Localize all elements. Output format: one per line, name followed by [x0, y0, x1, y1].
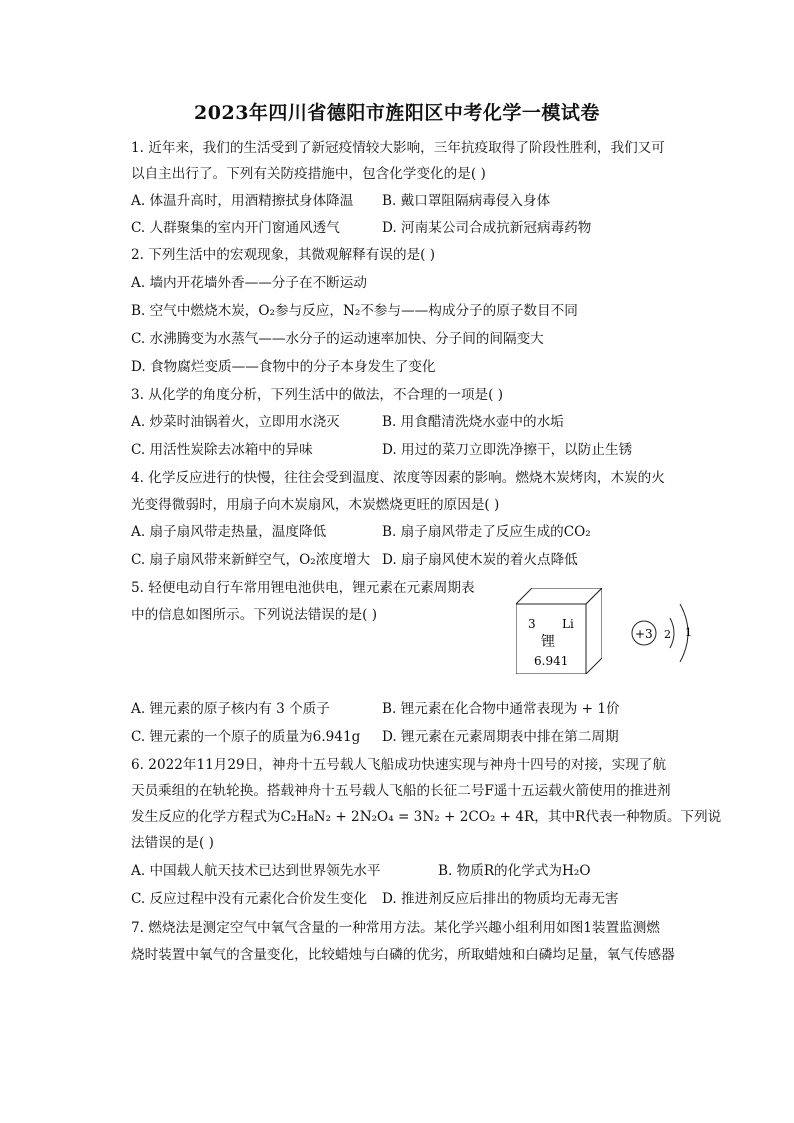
question-5-option-a: A. 锂元素的原子核内有 3 个质子: [131, 701, 330, 717]
tile-atomic-number: 3: [528, 617, 536, 631]
nucleus-charge: +3: [635, 627, 653, 641]
question-5-option-b: B. 锂元素在化合物中通常表现为 + 1价: [382, 701, 620, 717]
question-1-option-a: A. 体温升高时，用酒精擦拭身体降温: [131, 193, 354, 209]
question-4-option-d: D. 扇子扇风使木炭的着火点降低: [382, 552, 578, 568]
question-3-option-d: D. 用过的菜刀立即洗净擦干，以防止生锈: [382, 442, 633, 458]
question-4-option-c: C. 扇子扇风带来新鲜空气，O₂浓度增大: [131, 552, 371, 568]
question-6-option-b: B. 物质R的化学式为H₂O: [438, 863, 591, 879]
question-7-line-2: 烧时装置中氧气的含量变化，比较蜡烛与白磷的优劣，所取蜡烛和白磷均足量，氧气传感器: [131, 947, 675, 963]
question-6-option-a: A. 中国载人航天技术已达到世界领先水平: [131, 863, 381, 879]
question-7-line-1: 7. 燃烧法是测定空气中氧气含量的一种常用方法。某化学兴趣小组利用如图1装置监测燃: [131, 920, 660, 936]
question-3-option-b: B. 用食醋清洗烧水壶中的水垢: [382, 414, 564, 430]
question-3-option-c: C. 用活性炭除去冰箱中的异味: [131, 442, 313, 458]
question-2-option-c: C. 水沸腾变为水蒸气——水分子的运动速率加快、分子间的间隔变大: [131, 331, 544, 347]
electron-shell-2-count: 1: [685, 626, 692, 639]
question-6-line-4: 法错误的是( ): [131, 835, 214, 851]
tile-atomic-mass: 6.941: [534, 654, 569, 668]
question-1-option-c: C. 人群聚集的室内开门窗通风透气: [131, 220, 340, 236]
question-5-option-c: C. 锂元素的一个原子的质量为6.941g: [131, 729, 361, 745]
element-tile-figure: [516, 588, 602, 674]
question-5-line-1: 5. 轻便电动自行车常用锂电池供电，锂元素在元素周期表: [131, 580, 475, 596]
atom-structure-diagram: [624, 598, 704, 668]
question-3-line-1: 3. 从化学的角度分析，下列生活中的做法，不合理的一项是( ): [131, 387, 504, 403]
question-1-option-d: D. 河南某公司合成抗新冠病毒药物: [382, 220, 592, 236]
question-1-line-2: 以自主出行了。下列有关防疫措施中，包含化学变化的是( ): [131, 166, 486, 182]
question-4-line-1: 4. 化学反应进行的快慢，往往会受到温度、浓度等因素的影响。燃烧木炭烤肉，木炭的火: [131, 470, 665, 486]
question-4-option-b: B. 扇子扇风带走了反应生成的CO₂: [382, 524, 591, 540]
tile-side-face: [586, 588, 602, 674]
question-6-line-3: 发生反应的化学方程式为C₂H₈N₂ + 2N₂O₄ = 3N₂ + 2CO₂ + 4R，其中R代表一种物质。下列说: [131, 809, 722, 825]
tile-element-name: 锂: [541, 634, 555, 650]
question-6-line-2: 天员乘组的在轨轮换。搭载神舟十五号载人飞船的长征二号F遥十五运载火箭使用的推进剂: [131, 783, 671, 799]
tile-symbol: Li: [562, 617, 574, 631]
question-6-option-c: C. 反应过程中没有元素化合价发生变化: [131, 891, 368, 907]
question-6-line-1: 6. 2022年11月29日，神舟十五号载人飞船成功快速实现与神舟十四号的对接，实现了航: [131, 757, 667, 773]
question-6-option-d: D. 推进剂反应后排出的物质均无毒无害: [382, 891, 619, 907]
electron-shell-1-count: 2: [664, 628, 671, 641]
question-2-option-d: D. 食物腐烂变质——食物中的分子本身发生了变化: [131, 359, 436, 375]
question-1-line-1: 1. 近年来，我们的生活受到了新冠疫情较大影响，三年抗疫取得了阶段性胜利，我们又可: [131, 140, 665, 156]
question-1-option-b: B. 戴口罩阻隔病毒侵入身体: [382, 193, 551, 209]
question-3-option-a: A. 炒菜时油锅着火，立即用水浇灭: [131, 414, 340, 430]
question-2-option-a: A. 墙内开花墙外香——分子在不断运动: [131, 275, 367, 291]
question-5-option-d: D. 锂元素在元素周期表中排在第二周期: [382, 729, 619, 745]
question-4-option-a: A. 扇子扇风带走热量，温度降低: [131, 524, 327, 540]
question-2-option-b: B. 空气中燃烧木炭，O₂参与反应，N₂不参与——构成分子的原子数目不同: [131, 303, 578, 319]
question-2-line-1: 2. 下列生活中的宏观现象，其微观解释有误的是( ): [131, 247, 436, 263]
page-title: 2023年四川省德阳市旌阳区中考化学一模试卷: [194, 102, 600, 124]
question-5-line-2: 中的信息如图所示。下列说法错误的是( ): [131, 607, 378, 623]
question-4-line-2: 光变得微弱时，用扇子向木炭扇风，木炭燃烧更旺的原因是( ): [131, 497, 500, 513]
